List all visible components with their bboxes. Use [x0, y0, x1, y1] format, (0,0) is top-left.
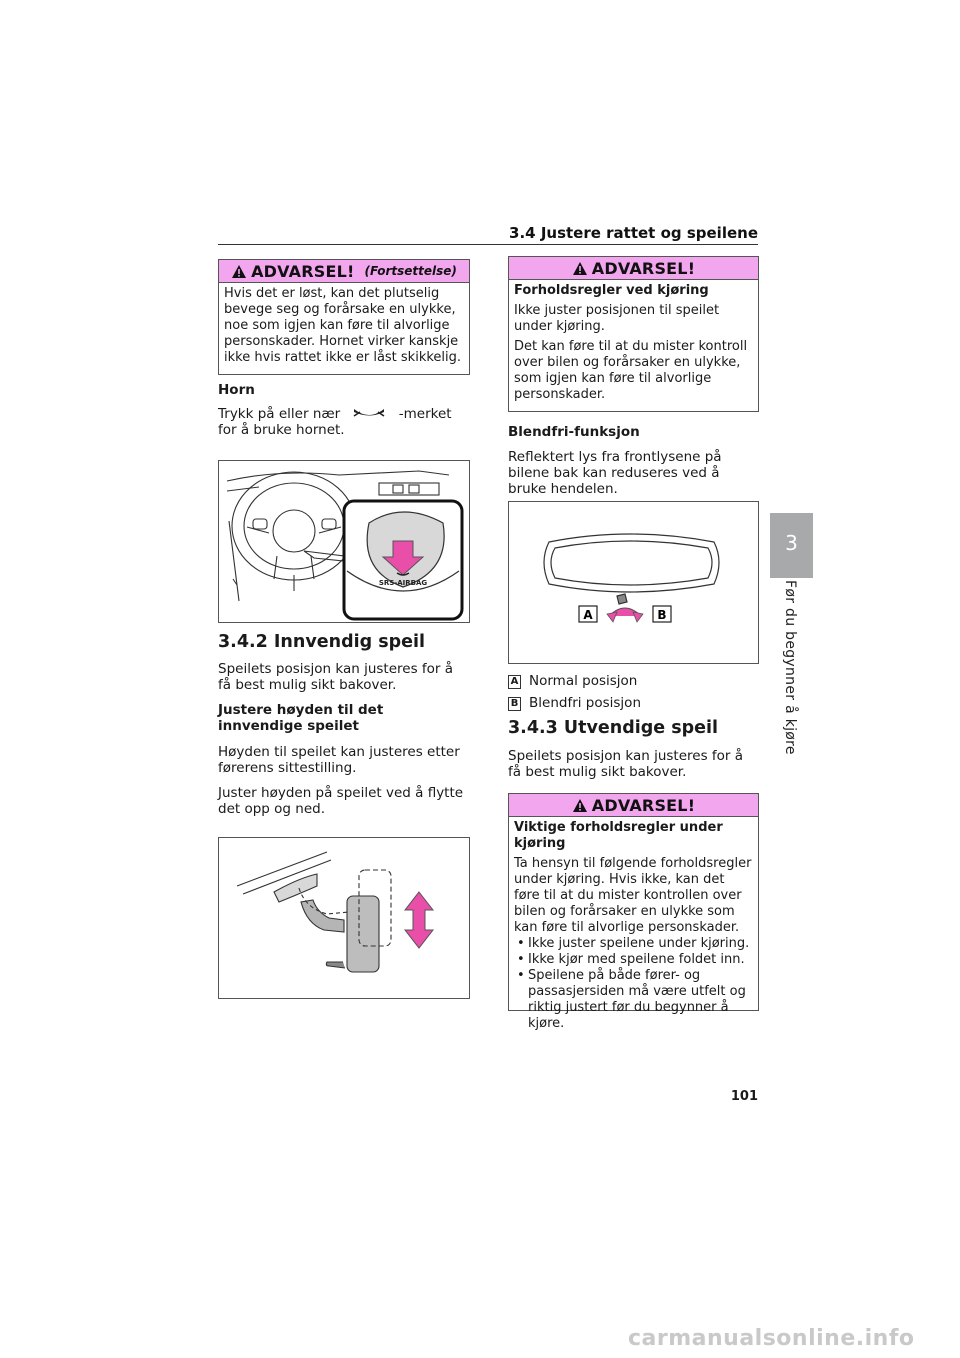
- section-343-heading: 3.4.3 Utvendige speil: [508, 718, 719, 738]
- mirror-height-illustration: [219, 838, 469, 998]
- section-342-subheading: Justere høyden til det innvendige speilet: [218, 702, 384, 734]
- legend-item-a: [508, 673, 760, 689]
- legend-tag-b: B: [508, 697, 521, 711]
- warning-bullet: • Ikke kjør med speilene foldet inn.: [514, 952, 753, 968]
- warning-text: Hvis det er løst, kan det plutselig bevege seg og forårsake en ulykke, noe som igjen kan føre til alvorlige personskader. Hornet virker kanskje ikke hvis rattet ikke er låst skikkelig.: [224, 286, 462, 365]
- section-342-intro: Speilets posisjon kan justeres for å få best mulig sikt bakover.: [218, 661, 454, 693]
- blendfri-heading: Blendfri-funksjon: [508, 424, 640, 440]
- page-number: 101: [730, 1089, 758, 1104]
- warning-header: [219, 260, 469, 283]
- warning-title: ADVARSEL!: [251, 261, 355, 281]
- horn-text-before: Trykk på eller nær: [218, 406, 341, 422]
- warning-subtitle: (Fortsettelse): [364, 264, 457, 278]
- warning-triangle-icon: [572, 261, 588, 276]
- rearview-mirror-illustration: [509, 502, 758, 663]
- warning-bullet: • Ikke juster speilene under kjøring.: [514, 936, 753, 952]
- chapter-number: 3: [785, 531, 798, 555]
- section-342-heading: 3.4.2 Innvendig speil: [218, 632, 426, 652]
- chapter-tab[interactable]: [770, 513, 813, 578]
- warning-subheading: Viktige forholdsregler under kjøring: [514, 820, 723, 851]
- section-342-p2: Juster høyden på speilet ved å flytte det opp og ned.: [218, 785, 464, 817]
- warning-title: ADVARSEL!: [591, 258, 696, 278]
- rearview-mirror-figure: [508, 501, 759, 664]
- legend-tag-a: A: [508, 675, 521, 689]
- warning-header: [509, 794, 758, 817]
- airbag-label: SRS-AIRBAG: [378, 579, 428, 587]
- warning-triangle-icon: [572, 798, 588, 813]
- warning-box-mirror: [508, 256, 759, 412]
- warning-title: ADVARSEL!: [591, 795, 696, 815]
- section-header: 3.4 Justere rattet og speilene: [509, 224, 758, 242]
- mirror-height-figure: [218, 837, 470, 999]
- warning-bullet-list: [514, 936, 753, 1032]
- horn-heading: Horn: [218, 382, 255, 398]
- header-divider: [218, 244, 758, 245]
- horn-icon: [352, 407, 386, 419]
- watermark: carmanualsonline.info: [628, 1326, 915, 1351]
- warning-triangle-icon: [231, 264, 247, 279]
- warning-box-exterior: [508, 793, 759, 1031]
- warning-text-2: Det kan føre til at du mister kontroll over bilen og forårsaker en ulykke, som igjen kan føre til alvorlige personskader.: [514, 339, 748, 402]
- section-343-intro: Speilets posisjon kan justeres for å få best mulig sikt bakover.: [508, 748, 744, 780]
- legend-text-a: Normal posisjon: [529, 673, 638, 689]
- warning-text-1: Ikke juster posisjonen til speilet under kjøring.: [514, 303, 720, 334]
- steering-wheel-figure: [218, 460, 470, 623]
- warning-bullet: • Speilene på både fører- og passasjersiden må være utfelt og riktig justert før du begynner å kjøre.: [514, 968, 753, 1032]
- legend-text-b: Blendfri posisjon: [529, 695, 642, 711]
- figure-label-a: A: [583, 608, 593, 622]
- figure-label-b: B: [657, 608, 667, 622]
- warning-header: [509, 257, 758, 280]
- warning-box-continued: [218, 259, 470, 375]
- chapter-title: Før du begynner å kjøre: [782, 580, 798, 755]
- steering-wheel-illustration: [219, 461, 469, 622]
- legend-item-b: [508, 695, 760, 711]
- horn-text: [218, 406, 458, 438]
- section-342-p1: Høyden til speilet kan justeres etter førerens sittestilling.: [218, 744, 460, 776]
- warning-subheading: Forholdsregler ved kjøring: [514, 283, 709, 298]
- blendfri-text: Reflektert lys fra frontlysene på bilene bak kan reduseres ved å bruke hendelen.: [508, 449, 722, 497]
- warning-text: Ta hensyn til følgende forholdsregler under kjøring. Hvis ikke, kan det føre til at du mister kontrollen over bilen og forårsaker en ulykke som kan føre til alvorlige personskader.: [514, 856, 752, 935]
- horn-text-after: -merket for å bruke hornet.: [218, 406, 452, 438]
